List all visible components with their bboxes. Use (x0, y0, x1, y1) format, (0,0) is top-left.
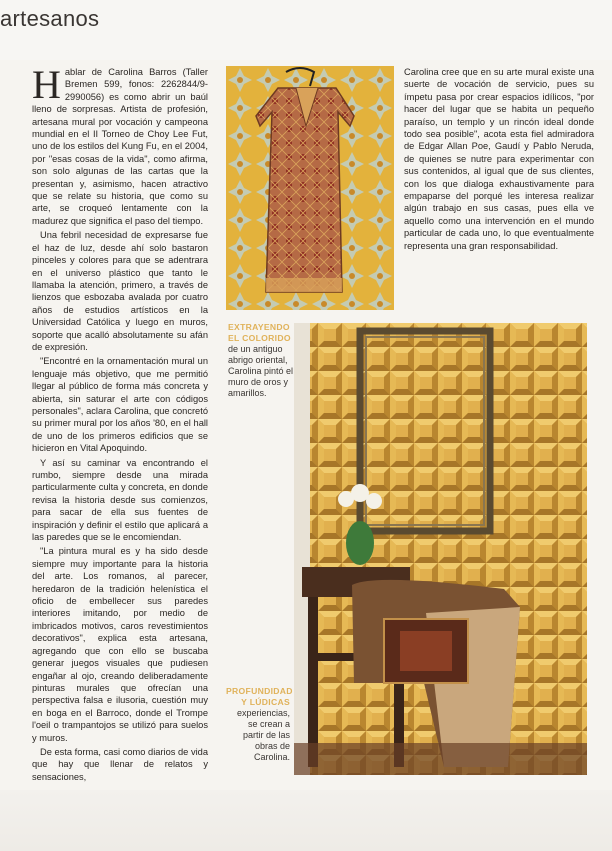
caption-heading: EXTRAYENDO EL COLORIDO (228, 322, 291, 343)
robe-photo (226, 66, 394, 310)
room-photo (294, 323, 587, 775)
article-paragraph: Una febril necesidad de expresarse fue el haz de luz, desde ahí solo bastaron pinceles y colores para que se adentrara en el universo plástico que tanto le llamaba la atención, primero, a través de lienzos que esbozaba avalada por cuatro años de estudios artísticos en la Universidad Católica y luego en muros, soporte que acalló absolutamente su afán de expresión. (32, 230, 208, 352)
article-paragraph: Y así su caminar va encontrando el rumbo, siempre desde una mirada particularmente culta y concreta, en donde revisa la historia desde sus comienzos, para sacar de ella sus fuentes de inspiración y definir el estilo que aplicará a las paredes que se le encomiendan. (32, 457, 208, 543)
drop-cap: H (32, 62, 61, 107)
article-left-column (32, 62, 208, 785)
article-paragraph: Carolina cree que en su arte mural existe una suerte de vocación de servicio, pues su ímpetu pasa por crear espacios idílicos, "por hacer del lugar que se habita un pequeño paraíso, un templo y un rincón ideal donde todo sea posible", acota esta fiel admiradora de Edgar Allan Poe, Gaudí y Pablo Neruda, de quienes se nutre para experimentar con sus contenidos, al igual que de sus clientes, con los que dialoga exhaustivamente para empaparse del porqué les interesa realizar algún trabajo en sus casas, pues ella ve aquello como una intervención en el mundo particular de cada uno, lo que eventualmente representa una gran responsabilidad. (404, 67, 594, 251)
page-header (0, 0, 612, 60)
room-caption (226, 686, 293, 763)
article-paragraph: De esta forma, casi como diarios de vida que hay que llenar de relatos y sensaciones, (32, 746, 208, 782)
page-bottom-margin (0, 790, 612, 851)
caption-body: de un antiguo abrigo oriental, Carolina pintó el muro de oros y amarillos. (228, 344, 294, 398)
caption-heading: PROFUNDIDAD Y LÚDICAS (226, 686, 293, 707)
robe-illustration (226, 66, 394, 310)
article-paragraph: Hablar de Carolina Barros (Taller Bremen 599, fonos: 2262844/9-2990056) es como abrir un baúl lleno de sorpresas. Artista de profesión, artesana mural por vocación y campeona mundial en el II Torneo de Choy Lee Fut, uno de los estilos del Kung Fu, en el 2004, por "esas cosas de la vida", como afirma, son solo algunas de las cartas que la presentan y, asimismo, hacen atractivo que se relate su historia, que como su arte, se croqueó lentamente con la madurez que significa el paso del tiempo. (32, 62, 208, 226)
room-illustration (294, 323, 587, 775)
article-paragraph: "Encontré en la ornamentación mural un lenguaje más objetivo, que me permitió llegar al público de forma más concreta y abierta, sin saturar el arte con códigos personales", aclara Carolina, que concretó su primer mural por los años '80, en el hall de uno de los primeros edificios que se hicieron en Vital Apoquindo. (32, 356, 208, 454)
robe-caption (228, 322, 294, 399)
caption-body: experiencias, se crean a partir de las obras de Carolina. (236, 708, 290, 762)
article-paragraph: "La pintura mural es y ha sido desde siempre muy importante para la historia del arte. Los romanos, al parecer, heredaron de la tradición helenística el oficio de embellecer sus paredes interiores imitando, por medio de imbricados motivos, caros revestimientos decorativos", explica esta artesana, agregando que con ello se buscaba generar juegos visuales que pudiesen engañar al ojo, creando deliberadamente pinturas murales que ofrecían una perspectiva falsa e ilusoria, cuestión muy en boga en el Barroco, donde el Trompe l'oeil o trampantojos se utilizó para suelos y muros. (32, 546, 208, 743)
section-title: artesanos (0, 6, 100, 31)
article-right-column (404, 66, 594, 254)
